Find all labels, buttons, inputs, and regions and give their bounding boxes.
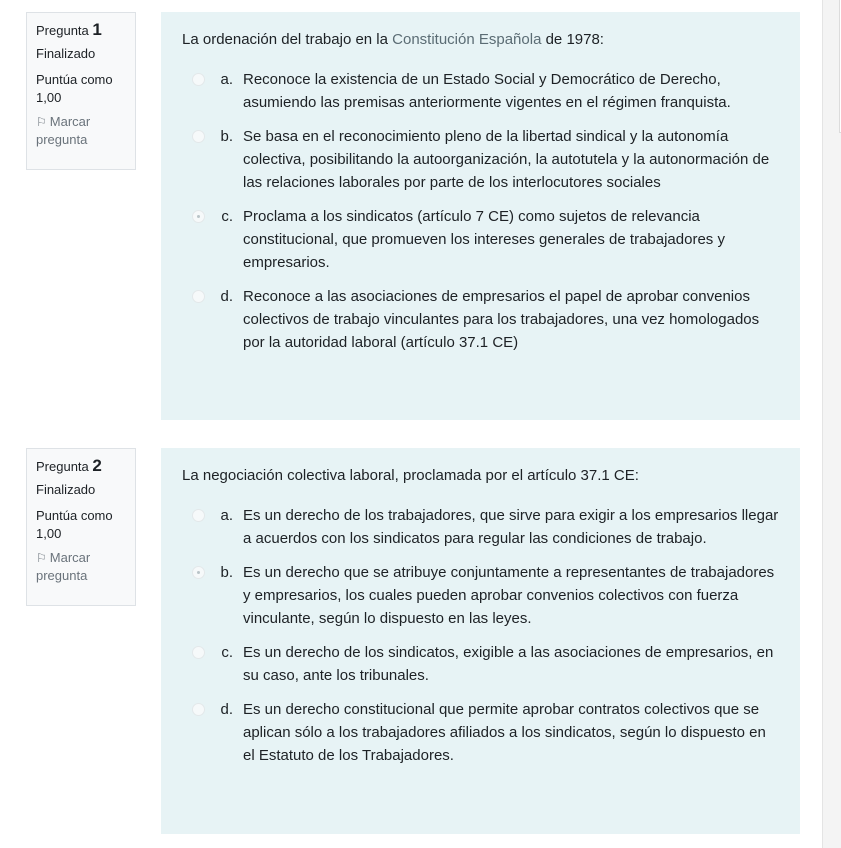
answer-radio[interactable] xyxy=(192,290,205,303)
answer-radio[interactable] xyxy=(192,703,205,716)
answer-radio[interactable] xyxy=(192,130,205,143)
answer-text: Es un derecho de los trabajadores, que sirve para exigir a los empresarios llegar a acuerdos con los sindicatos para regular las condiciones de trabajo. xyxy=(243,507,779,547)
question-content-2 xyxy=(161,448,800,834)
answer-option-c[interactable] xyxy=(182,205,780,274)
answer-option-a[interactable] xyxy=(182,504,780,550)
answer-radio[interactable] xyxy=(192,509,205,522)
answer-letter: c. xyxy=(221,644,233,661)
answer-radio-selected[interactable] xyxy=(192,566,205,579)
flag-question-label: Marcar pregunta xyxy=(36,114,91,147)
question-info-2 xyxy=(26,448,136,606)
question-state: Finalizado xyxy=(36,46,96,61)
answer-radio[interactable] xyxy=(192,73,205,86)
answer-text: Es un derecho constitucional que permite aprobar contratos colectivos que se aplican sólo a los trabajadores afiliados a los sindicatos, según lo dispuesto en el Estatuto de los Trabajadores. xyxy=(243,701,766,764)
answer-text: Se basa en el reconocimiento pleno de la libertad sindical y la autonomía colectiva, posibilitando la autoorganización, la autotutela y la autonormación de las relaciones laborales por parte de los interlocutores sociales xyxy=(243,128,770,191)
answer-radio-selected[interactable] xyxy=(192,210,205,223)
answer-letter: b. xyxy=(220,564,233,581)
flag-question-label: Marcar pregunta xyxy=(36,550,91,583)
question-text: La negociación colectiva laboral, proclamada por el artículo 37.1 CE: xyxy=(182,467,639,484)
flag-icon: ⚐ xyxy=(36,115,47,129)
page-scroll-gutter xyxy=(822,0,841,848)
answer-letter: a. xyxy=(220,507,233,524)
answer-option-b[interactable] xyxy=(182,561,780,630)
answer-text: Proclama a los sindicatos (artículo 7 CE) como sujetos de relevancia constitucional, que promueven los intereses generales de trabajadores y empresarios. xyxy=(243,208,725,271)
question-grade: Puntúa como 1,00 xyxy=(36,72,113,105)
answer-text: Reconoce a las asociaciones de empresarios el papel de aprobar convenios colectivos de trabajo vinculantes para los trabajadores, una vez homologados por la autoridad laboral (artículo 37.1 CE) xyxy=(243,288,760,351)
flag-question-button[interactable] xyxy=(36,113,135,149)
question-number: Pregunta 2 xyxy=(36,456,102,475)
answer-text: Es un derecho que se atribuye conjuntamente a representantes de trabajadores y empresarios, los cuales pueden aprobar convenios colectivos con fuerza vinculante, según lo dispuesto en las leyes. xyxy=(243,564,775,627)
answer-letter: a. xyxy=(220,71,233,88)
question-state: Finalizado xyxy=(36,482,96,497)
answer-option-d[interactable] xyxy=(182,285,780,354)
answer-option-a[interactable] xyxy=(182,68,780,114)
answer-option-d[interactable] xyxy=(182,698,780,767)
question-content-1 xyxy=(161,12,800,420)
answer-option-b[interactable] xyxy=(182,125,780,194)
question-text-link: Constitución Española xyxy=(392,31,542,48)
question-grade: Puntúa como 1,00 xyxy=(36,508,113,541)
answer-radio[interactable] xyxy=(192,646,205,659)
answer-text: Es un derecho de los sindicatos, exigible a las asociaciones de empresarios, en su caso, ante los tribunales. xyxy=(243,644,774,684)
answer-letter: b. xyxy=(220,128,233,145)
answer-text: Reconoce la existencia de un Estado Social y Democrático de Derecho, asumiendo las premisas anteriormente vigentes en el régimen franquista. xyxy=(243,71,731,111)
question-number: Pregunta 1 xyxy=(36,20,102,39)
flag-question-button[interactable] xyxy=(36,549,135,585)
answer-option-c[interactable] xyxy=(182,641,780,687)
answer-letter: d. xyxy=(220,701,233,718)
question-info-1 xyxy=(26,12,136,170)
flag-icon: ⚐ xyxy=(36,551,47,565)
question-text: La ordenación del trabajo en la Constitución Española de 1978: xyxy=(182,31,604,48)
answer-letter: d. xyxy=(220,288,233,305)
answer-letter: c. xyxy=(221,208,233,225)
